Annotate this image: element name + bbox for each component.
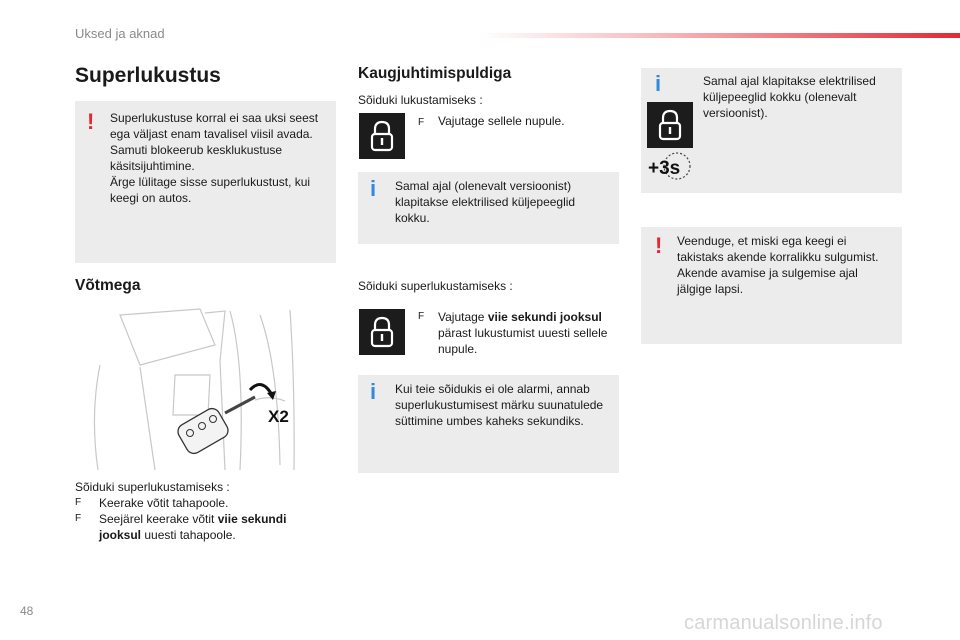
bullet-icon: F [418, 117, 425, 128]
exclamation-icon: ! [87, 109, 95, 134]
info-box-mirrors-fold: i +3s Samal ajal klapitakse elektrilised küljepeeglid kokku (olenevalt versioonist). [641, 68, 902, 193]
timer-3s-icon [645, 150, 695, 182]
lock-button-tile-superlock [359, 309, 405, 355]
superlock-intro: Sõiduki superlukustamiseks : [358, 279, 513, 293]
padlock-icon [359, 113, 405, 159]
remote-section-title: Kaugjuhtimispuldiga [358, 65, 512, 82]
bullet-icon: F [75, 497, 82, 508]
timer-label: +3s [648, 158, 681, 179]
info-icon: i [370, 379, 377, 404]
superlock-warning-text: Superlukustuse korral ei saa uksi seest ega väljast enam tavalisel viisil avada. Samuti blokeerub kesklukustuse käsitsijuhtimine. Ärge lülitage sisse superlukustust, kui keegi on autos. [110, 111, 319, 205]
info-icon: i [655, 71, 662, 96]
exclamation-icon: ! [655, 233, 663, 258]
page-number: 48 [20, 604, 34, 618]
padlock-icon [647, 102, 693, 148]
info-box-mirrors: i Samal ajal (olenevalt versioonist) klapitakse elektrilised küljepeeglid kokku. [358, 172, 619, 244]
repeat-count-label: X2 [268, 407, 289, 426]
key-instructions: Sõiduki superlukustamiseks : F Keerake võtit tahapoole. F Seejärel keerake võtit viie sekundi jooksul uuesti tahapoole. [75, 480, 287, 542]
bullet-icon: F [418, 311, 425, 322]
watermark: carmanualsonline.info [684, 612, 883, 634]
car-door-key-illustration [80, 305, 302, 473]
padlock-icon [359, 309, 405, 355]
superlock-step: F Vajutage viie sekundi jooksul pärast lukustumist uuesti sellele nupule. [418, 310, 608, 356]
key-section-title: Võtmega [75, 277, 141, 294]
section-label: Uksed ja aknad [75, 26, 165, 41]
info-icon: i [370, 176, 377, 201]
lock-button-tile-right [647, 102, 693, 148]
bullet-icon: F [75, 513, 82, 524]
header-rule [480, 33, 960, 38]
lock-button-tile [359, 113, 405, 159]
superlock-warning-box [75, 101, 336, 263]
key-fob [175, 397, 255, 456]
lock-step: F Vajutage sellele nupule. [418, 113, 565, 131]
lock-intro: Sõiduki lukustamiseks : [358, 93, 483, 107]
info-box-alarm: i Kui teie sõidukis ei ole alarmi, annab superlukustumisest märku suunatulede süttimine umbes kaheks sekundiks. [358, 375, 619, 473]
warning-box-windows: ! Veenduge, et miski ega keegi ei takistaks akende korralikku sulgumist. Akende avamise ja sulgemise ajal jälgige lapsi. [641, 227, 902, 344]
page-title: Superlukustus [75, 64, 221, 87]
